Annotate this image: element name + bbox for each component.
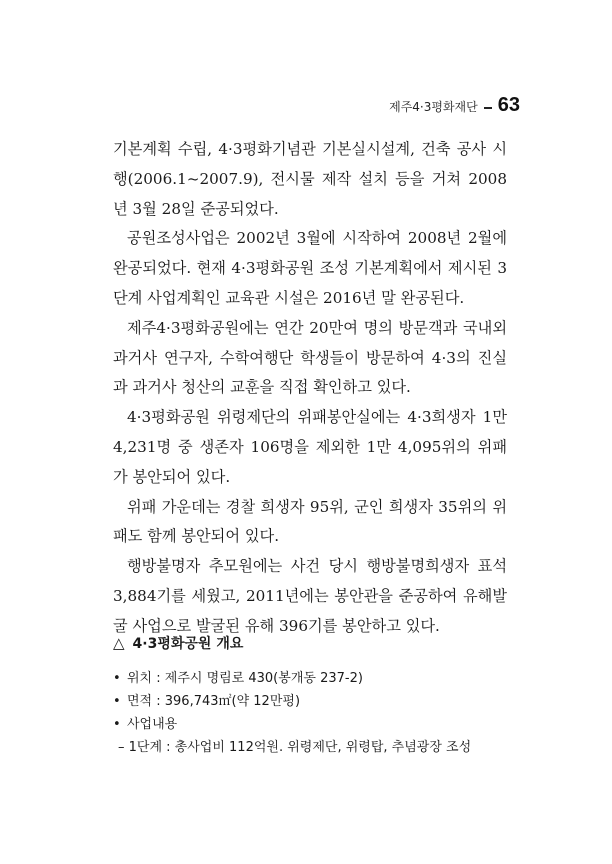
list-item	[113, 690, 513, 713]
page-number: 63	[497, 94, 520, 116]
paragraph: 기본계획 수립, 4·3평화기념관 기본실시설계, 건축 공사 시행(2006.1~2007.9), 전시물 제작 설치 등을 거쳐 2008년 3월 28일 준공되었다.	[113, 140, 507, 218]
bullet-icon: •	[113, 717, 121, 732]
paragraph: 4·3평화공원 위령제단의 위패봉안실에는 4·3희생자 1만 4,231명 중 생존자 106명을 제외한 1만 4,095위의 위패가 봉안되어 있다.	[113, 408, 507, 486]
paragraph: 행방불명자 추모원에는 사건 당시 행방불명희생자 표석 3,884기를 세웠고, 2011년에는 봉안관을 준공하여 유해발굴 사업으로 발굴된 유해 396기를 봉안하고 있다.	[113, 557, 507, 635]
list-item-text: 면적 : 396,743㎡(약 12만평)	[127, 694, 301, 709]
list-item-text: 사업내용	[127, 717, 178, 732]
sub-list-item: – 1단계 : 총사업비 112억원. 위령제단, 위령탑, 추념광장 조성	[118, 740, 472, 755]
header-divider	[484, 107, 492, 109]
overview-list	[113, 667, 513, 760]
section-heading	[113, 633, 513, 653]
paragraph: 위패 가운데는 경찰 희생자 95위, 군인 희생자 35위의 위패도 함께 봉안되어 있다.	[113, 497, 507, 546]
running-header	[389, 94, 520, 117]
triangle-icon: △	[113, 634, 125, 652]
list-item-text: 위치 : 제주시 명림로 430(봉개동 237-2)	[127, 671, 363, 686]
bullet-icon: •	[113, 671, 121, 686]
list-item	[113, 667, 513, 690]
park-overview-section	[113, 633, 513, 760]
header-title: 제주4·3평화재단	[389, 100, 478, 114]
paragraph: 공원조성사업은 2002년 3월에 시작하여 2008년 2월에 완공되었다. 현재 4·3평화공원 조성 기본계획에서 제시된 3단계 사업계획인 교육관 시설은 2016년 말 완공된다.	[113, 229, 507, 307]
bullet-icon: •	[113, 694, 121, 709]
paragraph: 제주4·3평화공원에는 연간 20만여 명의 방문객과 국내외 과거사 연구자, 수학여행단 학생들이 방문하여 4·3의 진실과 과거사 청산의 교훈을 직접 확인하고 있다.	[113, 318, 507, 397]
list-item	[113, 713, 513, 736]
section-heading-text: 4·3평화공원 개요	[132, 636, 244, 652]
body-text	[113, 135, 507, 642]
